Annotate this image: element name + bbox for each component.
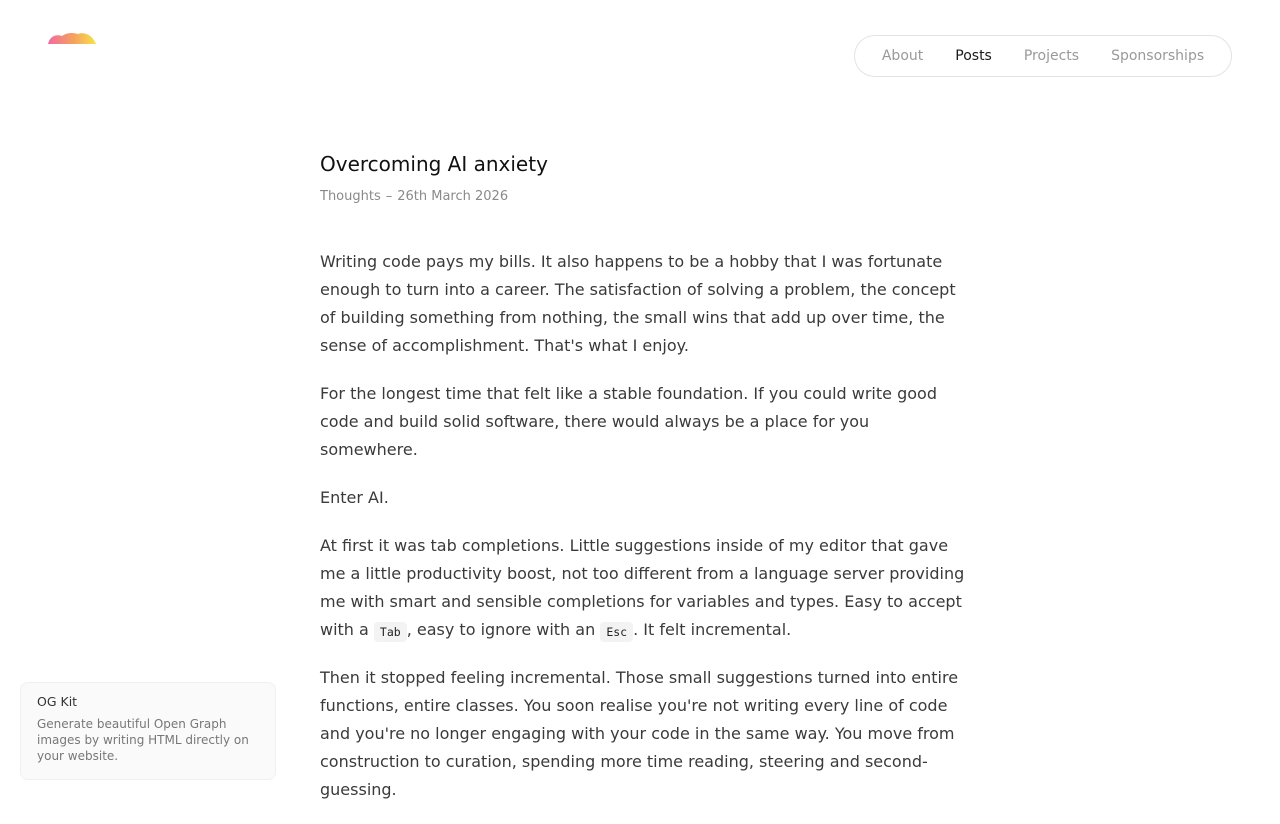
article [320,150,965,824]
paragraph-4 [320,532,965,644]
paragraph-3: Enter AI. [320,488,389,507]
paragraph-1: Writing code pays my bills. It also happens to be a hobby that I was fortunate enough to turn into a career. The satisfaction of solving a problem, the concept of building something from nothing, the small wins that add up over time, the sense of accomplishment. That's what I enjoy. [320,252,956,355]
paragraph-2: For the longest time that felt like a stable foundation. If you could write good code and build solid software, there would always be a place for you somewhere. [320,384,937,459]
meta-separator: – [385,189,393,204]
esc-key-code: Esc [600,622,633,642]
paragraph-4-text-3: . It felt incremental. [633,620,792,639]
promo-description: Generate beautiful Open Graph images by writing HTML directly on your website. [37,717,249,763]
paragraph-4-text-1: At first it was tab completions. Little suggestions inside of my editor that gave me a little productivity boost, not too different from a language server providing me with smart and sensible completions for variables and types. Easy to accept with a [320,536,965,639]
post-title: Overcoming AI anxiety [320,152,548,176]
og-kit-promo-card[interactable] [20,682,276,780]
nav-item-posts[interactable]: Posts [955,48,992,64]
nav-item-projects[interactable]: Projects [1023,48,1080,64]
post-body [320,248,965,804]
site-logo[interactable] [48,32,96,44]
main-nav [854,35,1232,77]
paragraph-4-text-2: , easy to ignore with an [406,620,601,639]
tab-key-code: Tab [374,622,407,642]
nav-item-about[interactable]: About [881,48,924,64]
paragraph-5: Then it stopped feeling incremental. Those small suggestions turned into entire functions, entire classes. You soon realise you're not writing every line of code and you're no longer engaging with your code in the same way. You move from construction to curation, spending more time reading, steering and second-guessing. [320,668,959,799]
post-category[interactable]: Thoughts [320,189,381,204]
post-meta [320,188,965,206]
promo-title: OG Kit [37,694,78,709]
post-date: 26th March 2026 [397,189,509,204]
nav-item-sponsorships[interactable]: Sponsorships [1111,48,1205,64]
gradient-blob-logo-icon [48,32,96,44]
